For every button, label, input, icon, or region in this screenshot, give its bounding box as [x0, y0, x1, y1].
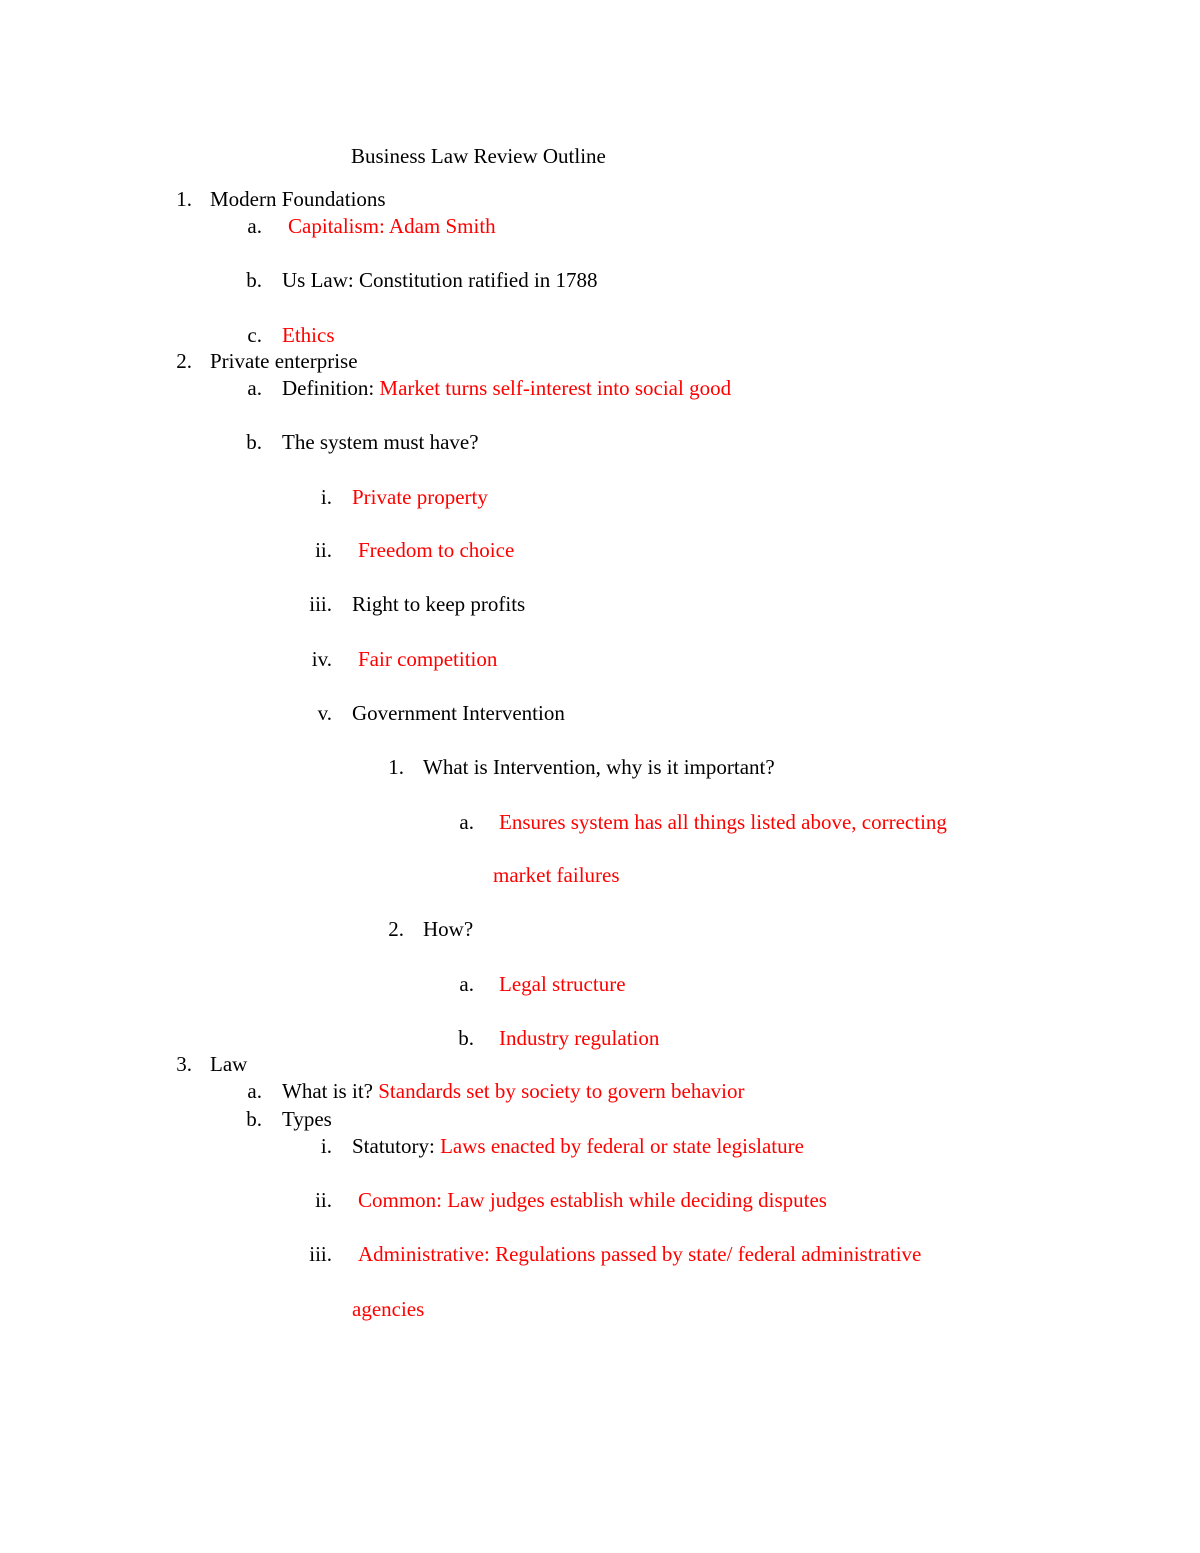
item-text: What is Intervention, why is it important? — [423, 755, 775, 779]
answer-text: Fair competition — [358, 647, 498, 671]
answer-text: Standards set by society to govern behavior — [378, 1079, 745, 1103]
item-marker: 2. — [388, 917, 404, 941]
item-marker: v. — [317, 701, 332, 725]
item-marker: iii. — [309, 1242, 332, 1266]
item-marker: a. — [459, 810, 474, 834]
item-text: Statutory: — [352, 1134, 441, 1158]
answer-text: Market turns self-interest into social good — [379, 376, 732, 400]
answer-text: Legal structure — [499, 972, 626, 996]
answer-text: agencies — [352, 1297, 425, 1321]
item-text: Types — [282, 1107, 332, 1131]
item-marker: i. — [320, 1134, 332, 1158]
item-marker: i. — [320, 485, 332, 509]
answer-text: Private property — [352, 485, 488, 509]
item-marker: a. — [459, 972, 474, 996]
answer-text: Capitalism: Adam Smith — [288, 214, 496, 238]
answer-text: Laws enacted by federal or state legislature — [440, 1134, 804, 1158]
item-marker: 1. — [388, 755, 404, 779]
section-marker: 1. — [176, 187, 192, 211]
section-heading: Modern Foundations — [210, 187, 386, 211]
item-marker: ii. — [315, 538, 332, 562]
item-marker: ii. — [315, 1188, 332, 1212]
item-text: What is it? — [282, 1079, 379, 1103]
section-heading: Law — [210, 1052, 248, 1076]
section-heading: Private enterprise — [210, 349, 358, 373]
answer-text: Common: Law judges establish while deciding disputes — [358, 1188, 827, 1212]
item-text: Government Intervention — [352, 701, 565, 725]
item-line — [282, 1078, 744, 1104]
answer-text: Freedom to choice — [358, 538, 515, 562]
answer-text: Ethics — [282, 323, 335, 347]
item-line — [352, 1133, 804, 1159]
item-marker: a. — [247, 214, 262, 238]
item-marker: c. — [247, 323, 262, 347]
section-marker: 2. — [176, 349, 192, 373]
section-marker: 3. — [176, 1052, 192, 1076]
answer-text: Industry regulation — [499, 1026, 660, 1050]
item-text: The system must have? — [282, 430, 479, 454]
item-line — [282, 375, 731, 401]
page-title: Business Law Review Outline — [351, 144, 606, 168]
item-text: Right to keep profits — [352, 592, 526, 616]
item-marker: iii. — [309, 592, 332, 616]
item-marker: a. — [247, 1079, 262, 1103]
item-marker: b. — [246, 268, 262, 292]
answer-text: Ensures system has all things listed above, correcting — [499, 810, 947, 834]
item-marker: iv. — [311, 647, 332, 671]
answer-text: Administrative: Regulations passed by state/ federal administrative — [358, 1242, 922, 1266]
item-text: Definition: — [282, 376, 380, 400]
item-marker: b. — [246, 430, 262, 454]
item-text: Us Law: Constitution ratified in 1788 — [282, 268, 598, 292]
answer-text: market failures — [493, 863, 620, 887]
item-marker: b. — [458, 1026, 474, 1050]
item-marker: b. — [246, 1107, 262, 1131]
item-text: How? — [423, 917, 474, 941]
item-marker: a. — [247, 376, 262, 400]
